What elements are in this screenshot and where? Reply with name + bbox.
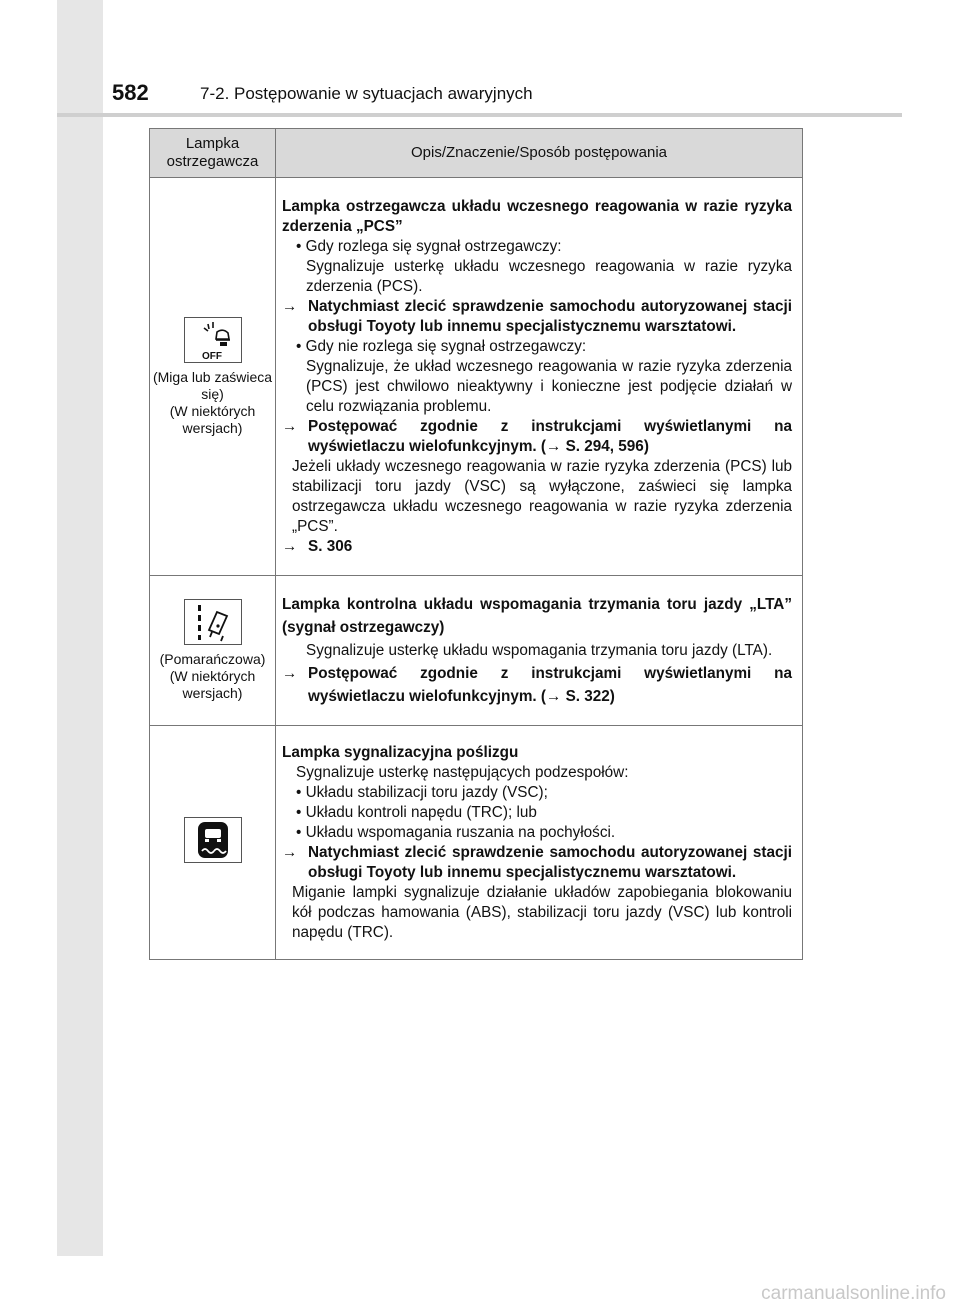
action-step xyxy=(282,297,792,337)
condition-text: Sygnalizuje usterkę następujących podzespołów: xyxy=(296,763,629,781)
action-step xyxy=(282,417,792,457)
action-step xyxy=(282,843,792,883)
table-header-row xyxy=(150,129,803,178)
page-reference: S. 306 xyxy=(308,537,353,555)
arrow-icon: → xyxy=(282,537,298,555)
description-cell xyxy=(276,178,803,576)
lamp-title: Lampka ostrzegawcza układu wczesnego reagowania w razie ryzyka zderzenia „PCS” xyxy=(282,197,792,235)
page-number: 582 xyxy=(112,80,149,105)
arrow-icon: → xyxy=(282,297,298,315)
description-cell xyxy=(276,576,803,726)
action-step xyxy=(282,662,792,708)
note-text: Miganie lampki sygnalizuje działanie układów zapobiegania blokowaniu kół podczas hamowania (ABS), stabilizacji toru jazdy (VSC) lub kontroli napędu (TRC). xyxy=(292,883,792,941)
condition-text: Sygnalizuje, że układ wczesnego reagowania w razie ryzyka zderzenia (PCS) jest chwilowo nieaktywny i konieczne jest podjęcie działań w celu rozwiązania problemu. xyxy=(306,357,792,415)
lamp-cell xyxy=(150,178,276,576)
svg-text:OFF: OFF xyxy=(201,350,222,362)
arrow-icon: → xyxy=(282,665,298,682)
lamp-title: Lampka sygnalizacyjna poślizgu xyxy=(282,743,519,761)
condition-text: Sygnalizuje usterkę układu wspomagania trzymania toru jazdy (LTA). xyxy=(306,642,773,659)
list-item: • Układu wspomagania ruszania na pochyłości. xyxy=(296,823,616,841)
table-row xyxy=(150,576,803,726)
lamp-note: (Miga lub zaświeca się) xyxy=(152,368,273,402)
lamp-cell xyxy=(150,726,276,960)
list-item: • Układu stabilizacji toru jazdy (VSC); xyxy=(296,783,548,801)
lamp-note-versions: (W niektórych wersjach) xyxy=(169,668,256,701)
watermark: carmanualsonline.info xyxy=(761,1283,946,1304)
table-row xyxy=(150,178,803,576)
note-text: Jeżeli układy wczesnego reagowania w razie ryzyka zderzenia (PCS) lub stabilizacji toru jazdy (VSC) są wyłączone, zaświeci się lampka ostrzegawcza układu wczesnego reagowania w razie ryzyka zderzenia „PCS”. xyxy=(292,457,792,535)
action-text: Postępować zgodnie z instrukcjami wyświetlanymi na wyświetlaczu wielofunkcyjnym. (→ S. 322) xyxy=(308,665,792,705)
lamp-note: (Pomarańczowa) xyxy=(159,651,266,667)
column-header-description: Opis/Znaczenie/Sposób postępowania xyxy=(276,129,803,178)
description-cell xyxy=(276,726,803,960)
lamp-cell xyxy=(150,576,276,726)
section-title: 7-2. Postępowanie w sytuacjach awaryjnych xyxy=(200,84,533,103)
pcs-off-warning-icon xyxy=(184,317,242,363)
lamp-title: Lampka kontrolna układu wspomagania trzymania toru jazdy „LTA” (sygnał ostrzegawczy) xyxy=(282,596,792,636)
slip-indicator-icon xyxy=(184,817,242,863)
action-text: Natychmiast zlecić sprawdzenie samochodu autoryzowanej stacji obsługi Toyoty lub innemu specjalistycznemu warsztatowi. xyxy=(308,297,792,335)
action-text: Natychmiast zlecić sprawdzenie samochodu autoryzowanej stacji obsługi Toyoty lub innemu specjalistycznemu warsztatowi. xyxy=(308,843,792,881)
condition-bullet: • Gdy rozlega się sygnał ostrzegawczy: xyxy=(296,237,562,255)
arrow-icon: → xyxy=(282,417,298,435)
side-strip xyxy=(57,0,103,1256)
warning-lamp-table xyxy=(149,128,803,960)
lamp-note-versions: (W niektórych wersjach) xyxy=(169,402,256,436)
table-row xyxy=(150,726,803,960)
condition-text: Sygnalizuje usterkę układu wczesnego reagowania w razie ryzyka zderzenia (PCS). xyxy=(306,257,792,295)
column-header-lamp: Lampka ostrzegawcza xyxy=(150,129,276,178)
lane-trace-assist-icon xyxy=(184,599,242,645)
header-rule xyxy=(57,113,902,117)
arrow-icon: → xyxy=(282,843,298,861)
action-text: Postępować zgodnie z instrukcjami wyświetlanymi na wyświetlaczu wielofunkcyjnym. (→ S. 294, 596) xyxy=(308,417,792,455)
action-step xyxy=(282,537,792,557)
condition-bullet: • Gdy nie rozlega się sygnał ostrzegawczy: xyxy=(296,337,587,355)
list-item: • Układu kontroli napędu (TRC); lub xyxy=(296,803,537,821)
